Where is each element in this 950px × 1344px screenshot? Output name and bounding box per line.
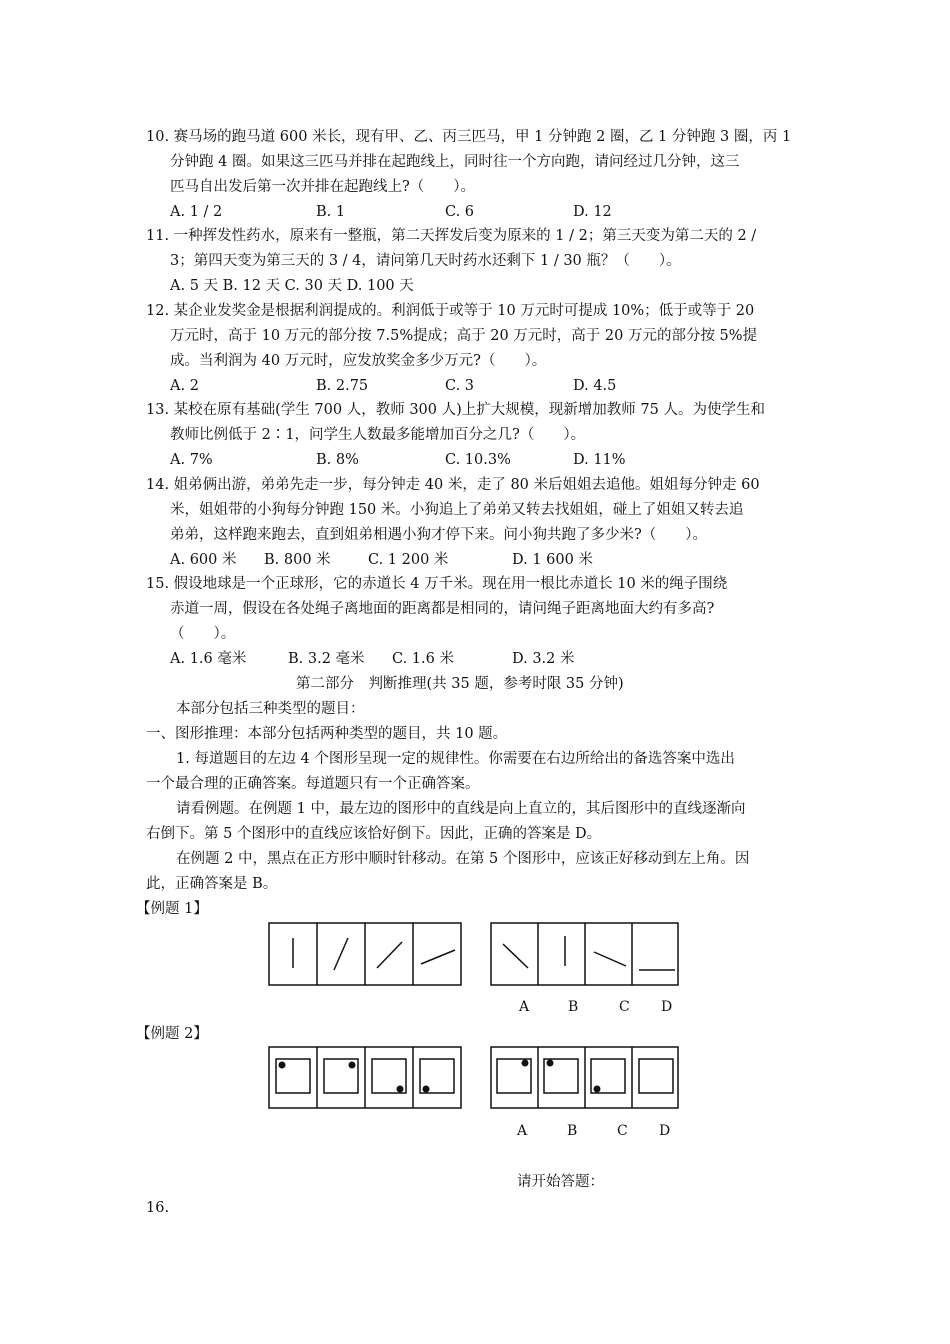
q12-line-2: 万元时，高于 10 万元的部分按 7.5%提成；高于 20 万元时，高于 20 万元的部分按 5%提 bbox=[170, 328, 758, 344]
q14-option-d: D. 1 600 米 bbox=[512, 552, 593, 568]
q14-option-a: A. 600 米 bbox=[170, 552, 237, 568]
example1-label-b: B bbox=[568, 999, 579, 1015]
para1-line-2: 一个最合理的正确答案。每道题只有一个正确答案。 bbox=[146, 776, 480, 792]
part2-heading: 第二部分 判断推理(共 35 题，参考时限 35 分钟) bbox=[296, 676, 624, 692]
section1-title: 一、图形推理：本部分包括两种类型的题目，共 10 题。 bbox=[146, 726, 508, 742]
dot-bottom-left bbox=[423, 1086, 430, 1093]
q11-line-1: 11. 一种挥发性药水，原来有一整瓶，第二天挥发后变为原来的 1 / 2；第三天变为第二天的 2 / bbox=[146, 228, 757, 244]
q15-option-a: A. 1.6 毫米 bbox=[170, 651, 247, 667]
example1-label-d: D bbox=[661, 999, 673, 1015]
q10-line-1: 10. 赛马场的跑马道 600 米长，现有甲、乙、丙三匹马，甲 1 分钟跑 2 圈，乙 1 分钟跑 3 圈，丙 1 bbox=[146, 129, 792, 145]
line-tilt-slight bbox=[334, 938, 348, 970]
q13-option-d: D. 11% bbox=[573, 452, 626, 468]
q13-line-1: 13. 某校在原有基础(学生 700 人，教师 300 人)上扩大规模，现新增加教师 75 人。为使学生和 bbox=[146, 402, 765, 418]
q14-line-3: 弟弟，这样跑来跑去，直到姐弟相遇小狗才停下来。问小狗共跑了多少米?（ ）。 bbox=[170, 527, 708, 543]
q10-option-b: B. 1 bbox=[316, 204, 346, 220]
example2-label-c: C bbox=[617, 1123, 628, 1139]
q15-option-b: B. 3.2 毫米 bbox=[288, 651, 365, 667]
q12-option-a: A. 2 bbox=[170, 378, 199, 394]
q14-option-c: C. 1 200 米 bbox=[368, 552, 449, 568]
q12-line-3: 成。当利润为 40 万元时，应发放奖金多少万元?（ ）。 bbox=[170, 353, 547, 369]
q14-line-1: 14. 姐弟俩出游，弟弟先走一步，每分钟走 40 米，走了 80 米后姐姐去追他。姐姐每分钟走 60 bbox=[146, 477, 760, 493]
example1-figure bbox=[268, 922, 682, 988]
q15-line-3: （ ）。 bbox=[170, 626, 236, 642]
answer-a-dot bbox=[522, 1060, 529, 1067]
para3-line-2: 此，正确答案是 B。 bbox=[146, 876, 278, 892]
q10-option-a: A. 1 / 2 bbox=[170, 204, 223, 220]
dot-top-right bbox=[349, 1062, 356, 1069]
example2-label-b: B bbox=[567, 1123, 578, 1139]
q10-option-c: C. 6 bbox=[445, 204, 475, 220]
q14-option-b: B. 800 米 bbox=[264, 552, 331, 568]
q15-option-c: C. 1.6 米 bbox=[392, 651, 454, 667]
q11-options: A. 5 天 B. 12 天 C. 30 天 D. 100 天 bbox=[170, 278, 414, 294]
q13-option-b: B. 8% bbox=[316, 452, 359, 468]
dot-top-left bbox=[279, 1062, 286, 1069]
q12-option-c: C. 3 bbox=[445, 378, 475, 394]
para2-line-1: 请看例题。在例题 1 中，最左边的图形中的直线是向上直立的，其后图形中的直线逐渐向 bbox=[176, 801, 746, 817]
q12-option-d: D. 4.5 bbox=[573, 378, 617, 394]
q13-option-c: C. 10.3% bbox=[445, 452, 511, 468]
example2-figure bbox=[268, 1046, 682, 1112]
q15-line-1: 15. 假设地球是一个正球形，它的赤道长 4 万千米。现在用一根比赤道长 10 米的绳子围绕 bbox=[146, 576, 728, 592]
question-16-number: 16. bbox=[146, 1200, 170, 1216]
example2-label-d: D bbox=[659, 1123, 671, 1139]
example2-label: 【例题 2】 bbox=[136, 1026, 208, 1042]
answer-c-line bbox=[594, 952, 626, 966]
q10-option-d: D. 12 bbox=[573, 204, 612, 220]
part2-intro: 本部分包括三种类型的题目： bbox=[176, 701, 365, 717]
start-prompt: 请开始答题： bbox=[517, 1174, 604, 1190]
q13-line-2: 教师比例低于 2∶1，问学生人数最多能增加百分之几?（ ）。 bbox=[170, 427, 586, 443]
q12-line-1: 12. 某企业发奖金是根据利润提成的。利润低于或等于 10 万元时可提成 10%；低于或等于 20 bbox=[146, 303, 755, 319]
line-tilt-medium bbox=[377, 942, 402, 968]
answer-b-dot bbox=[547, 1060, 554, 1067]
para1-line-1: 1. 每道题目的左边 4 个图形呈现一定的规律性。你需要在右边所给出的备选答案中选出 bbox=[176, 751, 735, 767]
q15-option-d: D. 3.2 米 bbox=[512, 651, 575, 667]
q13-option-a: A. 7% bbox=[170, 452, 213, 468]
q11-line-2: 3；第四天变为第三天的 3 / 4，请问第几天时药水还剩下 1 / 30 瓶？（ ）。 bbox=[170, 253, 681, 269]
q12-option-b: B. 2.75 bbox=[316, 378, 369, 394]
para3-line-1: 在例题 2 中，黑点在正方形中顺时针移动。在第 5 个图形中，应该正好移动到左上角。因 bbox=[176, 851, 750, 867]
q15-line-2: 赤道一周，假设在各处绳子离地面的距离都是相同的，请问绳子距离地面大约有多高? bbox=[170, 601, 715, 617]
para2-line-2: 右倒下。第 5 个图形中的直线应该恰好倒下。因此，正确的答案是 D。 bbox=[146, 826, 602, 842]
line-tilt-large bbox=[421, 950, 455, 964]
example1-label-c: C bbox=[619, 999, 630, 1015]
example1-label-a: A bbox=[519, 999, 530, 1015]
dot-bottom-right bbox=[397, 1086, 404, 1093]
answer-c-dot bbox=[594, 1086, 601, 1093]
answer-a-line bbox=[503, 944, 528, 968]
q10-line-3: 匹马自出发后第一次并排在起跑线上?（ ）。 bbox=[170, 179, 476, 195]
example2-label-a: A bbox=[517, 1123, 528, 1139]
q10-line-2: 分钟跑 4 圈。如果这三匹马并排在起跑线上，同时往一个方向跑，请问经过几分钟，这三 bbox=[170, 154, 740, 170]
q14-line-2: 米，姐姐带的小狗每分钟跑 150 米。小狗追上了弟弟又转去找姐姐，碰上了姐姐又转去追 bbox=[170, 502, 744, 518]
example1-label: 【例题 1】 bbox=[136, 901, 208, 917]
